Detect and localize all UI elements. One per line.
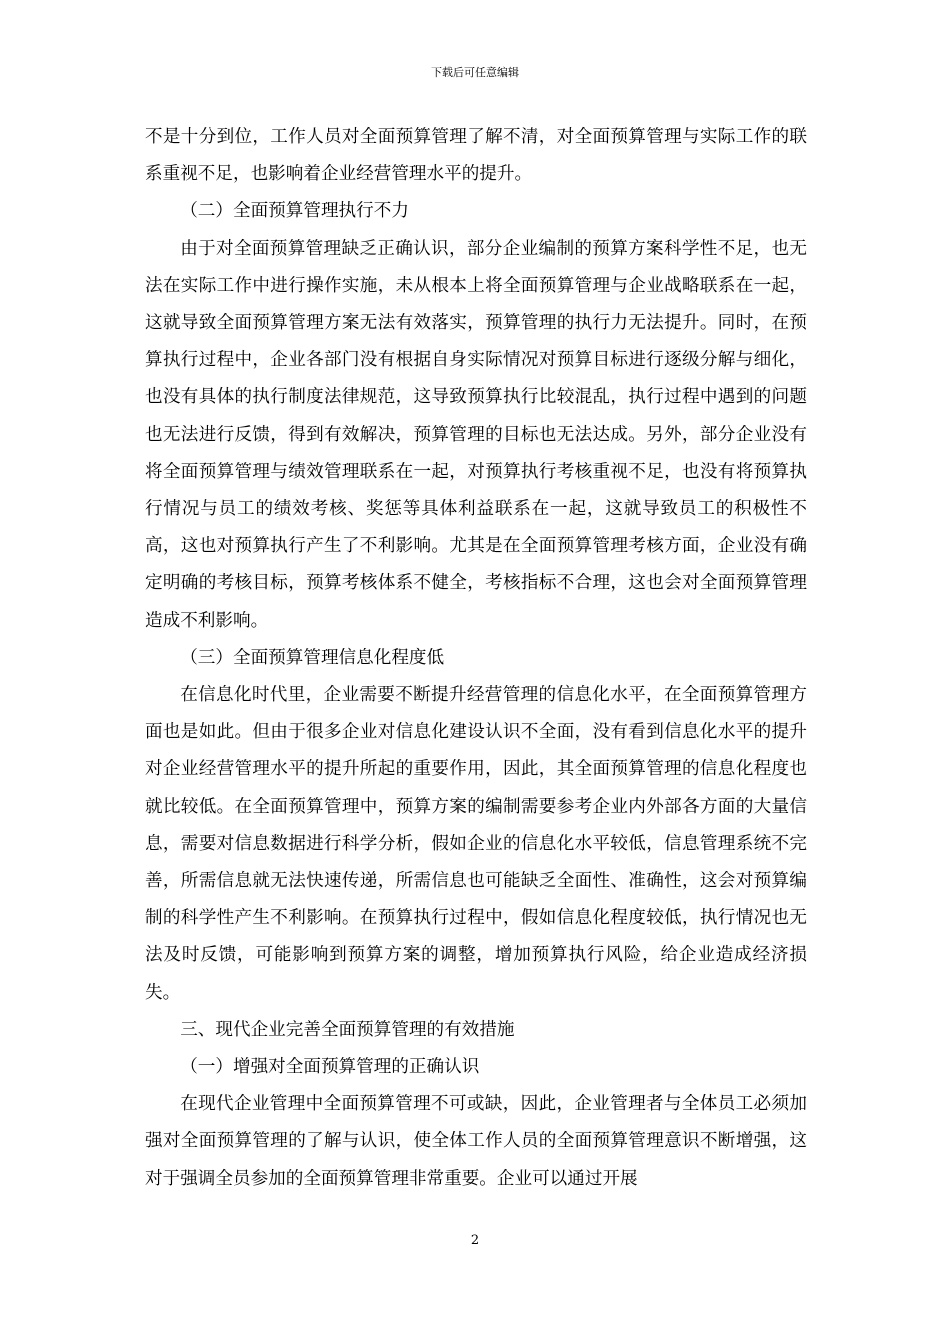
chapter-heading-3: 三、现代企业完善全面预算管理的有效措施: [180, 1019, 515, 1040]
paragraph-continuation: 不是十分到位，工作人员对全面预算管理了解不清，对全面预算管理与实际工作的联系重视不足，也影响着企业经营管理水平的提升。: [145, 127, 807, 185]
page-number: 2: [470, 1233, 480, 1248]
section-heading-2: （二）全面预算管理执行不力: [180, 201, 409, 222]
paragraph-execution: 由于对全面预算管理缺乏正确认识，部分企业编制的预算方案科学性不足，也无法在实际工作中进行操作实施，未从根本上将全面预算管理与企业战略联系在一起，这就导致全面预算管理方案无法有效落实，预算管理的执行力无法提升。同时，在预算执行过程中，企业各部门没有根据自身实际情况对预算目标进行逐级分解与细化，也没有具体的执行制度法律规范，这导致预算执行比较混乱，执行过程中遇到的问题也无法进行反馈，得到有效解决，预算管理的目标也无法达成。另外，部分企业没有将全面预算管理与绩效管理联系在一起，对预算执行考核重视不足，也没有将预算执行情况与员工的绩效考核、奖惩等具体利益联系在一起，这就导致员工的积极性不高，这也对预算执行产生了不利影响。尤其是在全面预算管理考核方面，企业没有确定明确的考核目标，预算考核体系不健全，考核指标不合理，这也会对全面预算管理造成不利影响。: [145, 238, 807, 631]
section-heading-3-1: （一）增强对全面预算管理的正确认识: [180, 1057, 480, 1078]
document-body: [145, 119, 807, 1198]
paragraph-informatization: 在信息化时代里，企业需要不断提升经营管理的信息化水平，在全面预算管理方面也是如此。但由于很多企业对信息化建设认识不全面，没有看到信息化水平的提升对企业经营管理水平的提升所起的重要作用，因此，其全面预算管理的信息化程度也就比较低。在全面预算管理中，预算方案的编制需要参考企业内外部各方面的大量信息，需要对信息数据进行科学分析，假如企业的信息化水平较低，信息管理系统不完善，所需信息就无法快速传递，所需信息也可能缺乏全面性、准确性，这会对预算编制的科学性产生不利影响。在预算执行过程中，假如信息化程度较低，执行情况也无法及时反馈，可能影响到预算方案的调整，增加预算执行风险，给企业造成经济损失。: [145, 685, 807, 1003]
paragraph-awareness: 在现代企业管理中全面预算管理不可或缺，因此，企业管理者与全体员工必须加强对全面预算管理的了解与认识，使全体工作人员的全面预算管理意识不断增强，这对于强调全员参加的全面预算管理非常重要。企业可以通过开展: [145, 1094, 807, 1189]
section-heading-3: （三）全面预算管理信息化程度低: [180, 647, 445, 668]
page-header: 下载后可任意编辑: [431, 66, 519, 79]
